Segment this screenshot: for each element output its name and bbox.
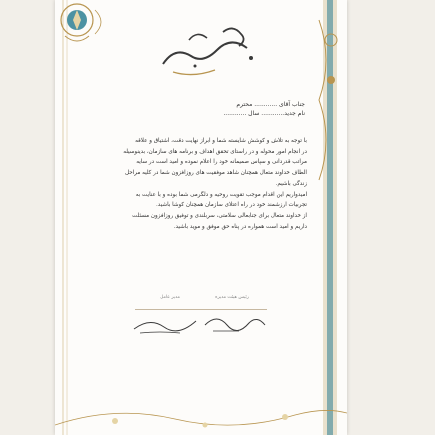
signature-scribble-left bbox=[130, 311, 200, 341]
signature-scribble-right bbox=[199, 311, 269, 341]
right-ornament bbox=[317, 0, 347, 435]
certificate-body bbox=[85, 136, 307, 232]
body-line: داریم و امید است همواره در پناه حق موفق و موید باشید. bbox=[173, 223, 307, 230]
signature-caption-right: رئیس هیئت مدیره bbox=[215, 295, 249, 300]
body-line: تجربیات ارزشمند خود در راه اعتلای سازمان همچنان کوشا باشید. bbox=[156, 202, 307, 209]
certificate-page bbox=[55, 0, 347, 435]
recipient-heading bbox=[85, 100, 305, 118]
floral-footer-ornament bbox=[55, 375, 347, 435]
heading-line-2: نام جدید............ سال ............ bbox=[223, 110, 305, 117]
body-line: از خداوند متعال برای جنابعالی سلامتی، سربلندی و توفیق روزافزون مسئلت bbox=[132, 212, 307, 219]
heading-line-1: جناب آقای ............ محترم bbox=[236, 101, 305, 108]
signature-caption-left: مدیر عامل bbox=[160, 295, 180, 300]
body-line: در انجام امور محوله و در راستای تحقق اهداف و برنامه های سازمان، بدینوسیله bbox=[123, 148, 307, 155]
body-line: الطاف خداوند متعال همچنان شاهد موفقیت های روزافزون شما در کلیه مراحل bbox=[125, 170, 307, 177]
signature-line bbox=[197, 309, 267, 310]
body-line: با توجه به تلاش و کوشش شایسته شما و ابراز نهایت دقت، اشتیاق و علاقه bbox=[135, 138, 307, 144]
body-line: مراتب قدردانی و سپاس صمیمانه خود را اعلام نموده و امید است در سایه bbox=[136, 159, 307, 166]
calligraphy-logo-icon bbox=[133, 18, 283, 88]
signature-area bbox=[85, 295, 307, 365]
corner-flourish bbox=[55, 0, 135, 80]
body-line: امیدواریم این اقدام موجب تقویت روحیه و دلگرمی شما بوده و با عنایت به bbox=[135, 191, 307, 198]
body-line: زندگی باشیم. bbox=[275, 180, 307, 187]
signature-block-right bbox=[187, 295, 277, 310]
